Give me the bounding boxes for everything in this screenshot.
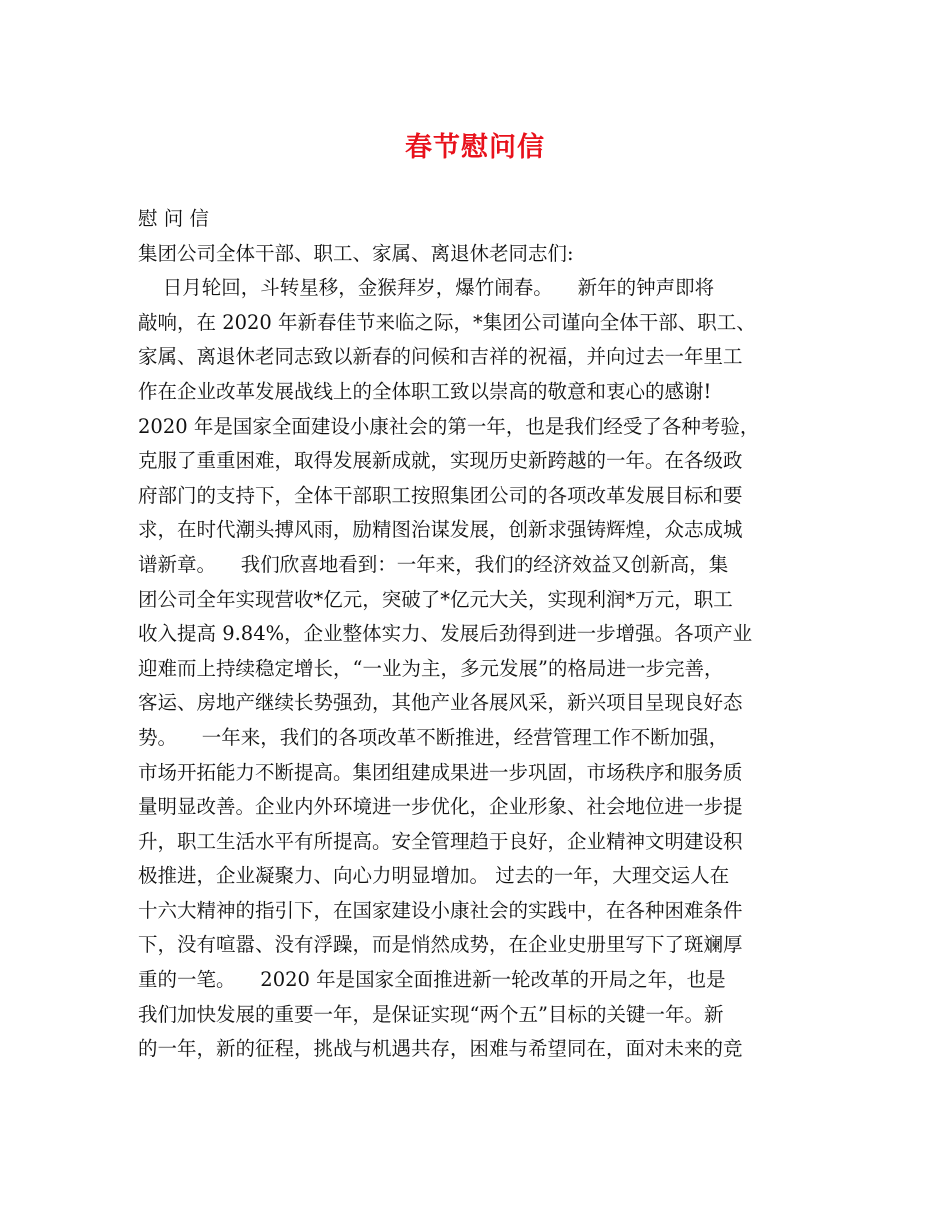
body-line: 十六大精神的指引下，在国家建设小康社会的实践中，在各种困难条件 (138, 898, 743, 922)
body-line: 收入提高 9.84%，企业整体实力、发展后劲得到进一步增强。各项产业 (138, 622, 753, 646)
body-line: 客运、房地产继续长势强劲，其他产业各展风采，新兴项目呈现良好态 (138, 691, 743, 715)
body-line: 市场开拓能力不断提高。集团组建成果进一步巩固，市场秩序和服务质 (138, 760, 743, 784)
body-line: 家属、离退休老同志致以新春的问候和吉祥的祝福，并向过去一年里工 (138, 345, 743, 369)
recipient-line: 集团公司全体干部、职工、家属、离退休老同志们: (138, 241, 574, 265)
body-line: 量明显改善。企业内外环境进一步优化，企业形象、社会地位进一步提 (138, 795, 743, 819)
body-line: 升，职工生活水平有所提高。安全管理趋于良好，企业精神文明建设积 (138, 829, 743, 853)
body-line: 的一年，新的征程，挑战与机遇共存，困难与希望同在，面对未来的竞 (138, 1037, 743, 1061)
body-line: 2020 年是国家全面建设小康社会的第一年，也是我们经受了各种考验， (138, 414, 760, 438)
body-line: 迎难而上持续稳定增长，“一业为主，多元发展”的格局进一步完善， (138, 656, 724, 680)
body-line: 势。 一年来，我们的各项改革不断推进，经营管理工作不断加强， (138, 725, 729, 749)
body-line: 团公司全年实现营收*亿元，突破了*亿元大关，实现利润*万元，职工 (138, 587, 733, 611)
body-line: 我们加快发展的重要一年，是保证实现“两个五”目标的关键一年。新 (138, 1002, 724, 1026)
document-title: 春节慰问信 (405, 132, 545, 163)
body-line: 府部门的支持下，全体干部职工按照集团公司的各项改革发展目标和要 (138, 483, 743, 507)
body-line: 作在企业改革发展战线上的全体职工致以崇高的敬意和衷心的感谢! (138, 379, 712, 403)
salutation-heading: 慰 问 信 (138, 207, 209, 230)
body-line: 日月轮回，斗转星移，金猴拜岁，爆竹闹春。 新年的钟声即将 (138, 276, 715, 300)
body-line: 求，在时代潮头搏风雨，励精图治谋发展，创新求强铸辉煌，众志成城 (138, 518, 743, 542)
body-line: 敲响，在 2020 年新春佳节来临之际，*集团公司谨向全体干部、职工、 (138, 310, 756, 334)
body-line: 极推进，企业凝聚力、向心力明显增加。 过去的一年，大理交运人在 (138, 864, 730, 888)
document-body (138, 202, 828, 1067)
body-line: 下，没有喧嚣、没有浮躁，而是悄然成势，在企业史册里写下了斑斓厚 (138, 933, 743, 957)
body-line: 重的一笔。 2020 年是国家全面推进新一轮改革的开局之年，也是 (138, 968, 726, 992)
body-line: 克服了重重困难，取得发展新成就，实现历史新跨越的一年。在各级政 (138, 449, 743, 473)
body-line: 谱新章。 我们欣喜地看到：一年来，我们的经济效益又创新高，集 (138, 552, 729, 576)
